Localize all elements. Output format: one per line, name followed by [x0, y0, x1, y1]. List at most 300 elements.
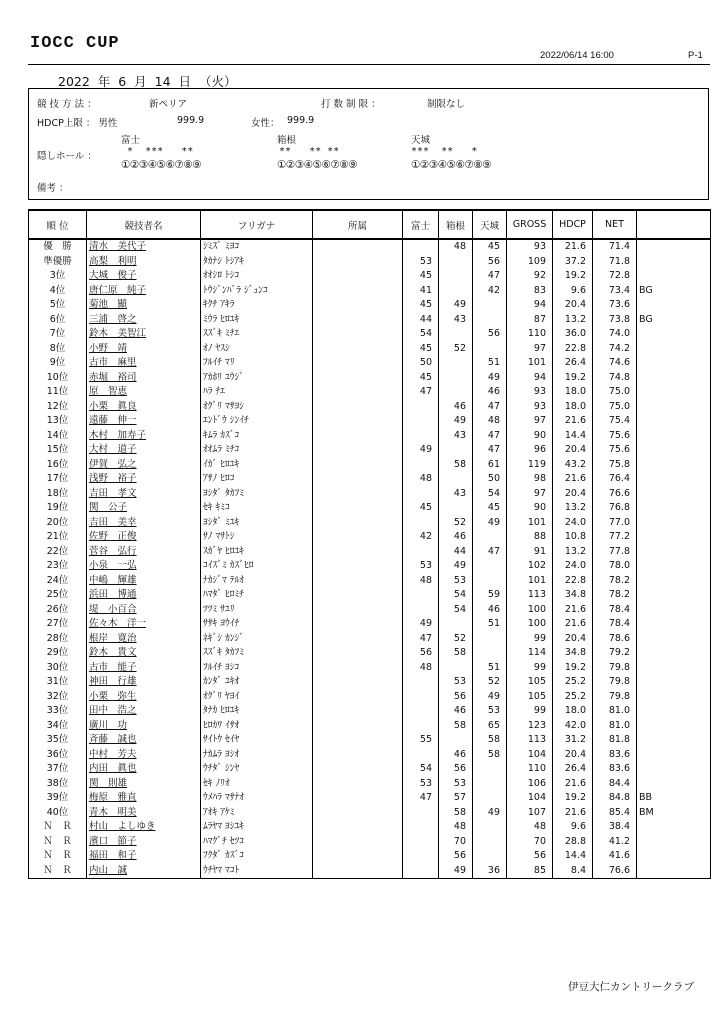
gross-cell: 91	[507, 545, 553, 560]
score-amagi-cell: 56	[473, 327, 507, 342]
net-cell: 84.4	[593, 777, 637, 792]
note-cell	[637, 704, 711, 719]
furigana-cell: ﾌﾙｲﾁ ﾖｼｺ	[201, 661, 313, 676]
gross-cell: 88	[507, 530, 553, 545]
hole-numbers-amagi: ①②③④⑤⑥⑦⑧⑨	[411, 159, 492, 171]
note-cell	[637, 472, 711, 487]
rank-cell: 37位	[29, 762, 87, 777]
score-fuji-cell	[403, 806, 439, 821]
score-fuji-cell: 48	[403, 661, 439, 676]
score-fuji-cell	[403, 429, 439, 444]
furigana-cell: ﾊﾏｸﾞﾁ ｾﾂｺ	[201, 835, 313, 850]
note-cell	[637, 443, 711, 458]
rank-cell: 21位	[29, 530, 87, 545]
furigana-cell: ﾐｳﾗ ﾋﾛﾕｷ	[201, 313, 313, 328]
rank-cell: 34位	[29, 719, 87, 734]
score-amagi-cell: 54	[473, 487, 507, 502]
score-hakone-cell	[439, 443, 473, 458]
hdcp-cell: 19.2	[553, 269, 593, 284]
score-hakone-cell: 58	[439, 646, 473, 661]
affiliation-cell	[313, 588, 403, 603]
table-row	[29, 675, 711, 690]
hdcp-cell: 13.2	[553, 545, 593, 560]
rank-cell: 8位	[29, 342, 87, 357]
note-cell	[637, 603, 711, 618]
net-cell: 77.0	[593, 516, 637, 531]
note-cell	[637, 400, 711, 415]
score-hakone-cell	[439, 617, 473, 632]
table-header-row	[29, 210, 711, 239]
score-fuji-cell	[403, 675, 439, 690]
note-cell	[637, 559, 711, 574]
hdcp-cell: 37.2	[553, 255, 593, 270]
table-row	[29, 414, 711, 429]
furigana-cell: ﾅｶｼﾞﾏ ﾃﾙｵ	[201, 574, 313, 589]
furigana-cell: ﾖｼﾀﾞ ﾀｶﾌﾐ	[201, 487, 313, 502]
score-amagi-cell: 46	[473, 385, 507, 400]
player-name-cell: 堤 小百合	[87, 603, 201, 618]
rank-cell: 準優勝	[29, 255, 87, 270]
score-hakone-cell: 43	[439, 429, 473, 444]
score-hakone-cell: 53	[439, 574, 473, 589]
player-name-cell: 小栗 眞良	[87, 400, 201, 415]
score-fuji-cell: 53	[403, 777, 439, 792]
course-name-amagi: 天城	[411, 135, 431, 146]
gross-cell: 109	[507, 255, 553, 270]
rank-cell: 6位	[29, 313, 87, 328]
note-cell	[637, 487, 711, 502]
table-row	[29, 820, 711, 835]
affiliation-cell	[313, 545, 403, 560]
affiliation-cell	[313, 530, 403, 545]
note-cell	[637, 661, 711, 676]
table-row	[29, 313, 711, 328]
event-date: 2022 年 6 月 14 日 （火）	[58, 74, 237, 89]
score-hakone-cell: 49	[439, 864, 473, 879]
score-hakone-cell	[439, 255, 473, 270]
rank-cell: 15位	[29, 443, 87, 458]
gross-cell: 114	[507, 646, 553, 661]
title-divider	[28, 64, 710, 65]
hdcp-cell: 34.8	[553, 588, 593, 603]
score-hakone-cell	[439, 472, 473, 487]
note-cell	[637, 675, 711, 690]
score-hakone-cell: 46	[439, 530, 473, 545]
gross-cell: 93	[507, 400, 553, 415]
score-hakone-cell	[439, 327, 473, 342]
score-amagi-cell: 49	[473, 371, 507, 386]
player-name-cell: 鈴木 貴文	[87, 646, 201, 661]
net-cell: 72.8	[593, 269, 637, 284]
score-fuji-cell	[403, 690, 439, 705]
score-hakone-cell	[439, 269, 473, 284]
hdcp-cell: 18.0	[553, 704, 593, 719]
score-amagi-cell: 36	[473, 864, 507, 879]
score-fuji-cell	[403, 516, 439, 531]
furigana-cell: ｴﾝﾄﾞｳ ｼﾝｲﾁ	[201, 414, 313, 429]
table-row	[29, 530, 711, 545]
note-cell	[637, 690, 711, 705]
player-name-cell: 田中 浩之	[87, 704, 201, 719]
score-amagi-cell	[473, 849, 507, 864]
hdcp-cell: 24.0	[553, 516, 593, 531]
gross-cell: 92	[507, 269, 553, 284]
note-cell	[637, 632, 711, 647]
affiliation-cell	[313, 690, 403, 705]
affiliation-cell	[313, 820, 403, 835]
score-fuji-cell: 47	[403, 385, 439, 400]
rank-cell: 5位	[29, 298, 87, 313]
note-cell	[637, 414, 711, 429]
player-name-cell: 古市 麻里	[87, 356, 201, 371]
hdcp-cell: 20.4	[553, 487, 593, 502]
hdcp-cell: 21.6	[553, 414, 593, 429]
hdcp-cell: 25.2	[553, 690, 593, 705]
note-cell	[637, 545, 711, 560]
note-cell: BB	[637, 791, 711, 806]
note-cell	[637, 646, 711, 661]
player-name-cell: 菅谷 弘行	[87, 545, 201, 560]
score-amagi-cell: 47	[473, 269, 507, 284]
score-amagi-cell: 53	[473, 704, 507, 719]
player-name-cell: 伊賀 弘之	[87, 458, 201, 473]
score-amagi-cell: 47	[473, 545, 507, 560]
net-cell: 76.6	[593, 864, 637, 879]
hdcp-cell: 42.0	[553, 719, 593, 734]
gross-cell: 70	[507, 835, 553, 850]
note-cell	[637, 530, 711, 545]
player-name-cell: 原 智恵	[87, 385, 201, 400]
net-cell: 76.8	[593, 501, 637, 516]
furigana-cell: ｷｸﾁ ｱｷﾗ	[201, 298, 313, 313]
hdcp-cell: 36.0	[553, 327, 593, 342]
player-name-cell: 古市 能子	[87, 661, 201, 676]
hdcp-cell: 26.4	[553, 356, 593, 371]
net-cell: 78.6	[593, 632, 637, 647]
affiliation-cell	[313, 603, 403, 618]
hdcp-cell: 20.4	[553, 632, 593, 647]
gross-cell: 96	[507, 443, 553, 458]
note-cell	[637, 298, 711, 313]
player-name-cell: 小栗 弥生	[87, 690, 201, 705]
score-fuji-cell: 42	[403, 530, 439, 545]
gross-cell: 83	[507, 284, 553, 299]
player-name-cell: 中嶋 輝雄	[87, 574, 201, 589]
net-cell: 85.4	[593, 806, 637, 821]
table-row	[29, 371, 711, 386]
player-name-cell: 福田 和子	[87, 849, 201, 864]
table-row	[29, 733, 711, 748]
gross-cell: 104	[507, 791, 553, 806]
rank-cell: 20位	[29, 516, 87, 531]
furigana-cell: ﾄｳｼﾞﾝﾊﾞﾗ ｼﾞｭﾝｺ	[201, 284, 313, 299]
score-hakone-cell: 53	[439, 777, 473, 792]
table-row	[29, 458, 711, 473]
player-name-cell: 濱口 節子	[87, 835, 201, 850]
score-fuji-cell	[403, 414, 439, 429]
table-row	[29, 298, 711, 313]
score-hakone-cell: 56	[439, 849, 473, 864]
score-fuji-cell: 53	[403, 559, 439, 574]
affiliation-cell	[313, 501, 403, 516]
method-value: 新ペリア	[149, 99, 188, 110]
note-cell	[637, 342, 711, 357]
player-name-cell: 木村 加寿子	[87, 429, 201, 444]
furigana-cell: ｻｲﾄｳ ｾｲﾔ	[201, 733, 313, 748]
score-hakone-cell: 44	[439, 545, 473, 560]
affiliation-cell	[313, 849, 403, 864]
hdcp-cell: 28.8	[553, 835, 593, 850]
score-hakone-cell	[439, 733, 473, 748]
net-cell: 41.6	[593, 849, 637, 864]
affiliation-cell	[313, 704, 403, 719]
hdcp-cell: 20.4	[553, 748, 593, 763]
header-affiliation: 所属	[313, 210, 403, 239]
furigana-cell: ﾀﾅｶ ﾋﾛﾕｷ	[201, 704, 313, 719]
player-name-cell: 村山 よしゆき	[87, 820, 201, 835]
note-cell	[637, 617, 711, 632]
course-name-hakone: 箱根	[277, 135, 297, 146]
print-datetime: 2022/06/14 16:00	[540, 50, 614, 61]
furigana-cell: ﾑﾗﾔﾏ ﾖｼﾕｷ	[201, 820, 313, 835]
hdcp-cell: 20.4	[553, 298, 593, 313]
net-cell: 78.4	[593, 617, 637, 632]
note-cell	[637, 835, 711, 850]
hdcp-cell: 18.0	[553, 385, 593, 400]
table-row	[29, 385, 711, 400]
hdcp-cell: 21.6	[553, 777, 593, 792]
net-cell: 75.0	[593, 400, 637, 415]
score-fuji-cell	[403, 820, 439, 835]
furigana-cell: ｻﾉ ﾏｻﾄｼ	[201, 530, 313, 545]
table-row	[29, 588, 711, 603]
score-fuji-cell: 44	[403, 313, 439, 328]
player-name-cell: 小泉 一弘	[87, 559, 201, 574]
furigana-cell: ﾂﾂﾐ ｻﾕﾘ	[201, 603, 313, 618]
note-cell	[637, 429, 711, 444]
note-cell	[637, 820, 711, 835]
table-row	[29, 516, 711, 531]
affiliation-cell	[313, 313, 403, 328]
affiliation-cell	[313, 762, 403, 777]
score-amagi-cell: 47	[473, 400, 507, 415]
hdcp-cell: 13.2	[553, 313, 593, 328]
player-name-cell: 赤堀 裕司	[87, 371, 201, 386]
score-fuji-cell	[403, 400, 439, 415]
table-row	[29, 487, 711, 502]
rank-cell: 40位	[29, 806, 87, 821]
note-cell	[637, 327, 711, 342]
net-cell: 84.8	[593, 791, 637, 806]
table-row	[29, 632, 711, 647]
note-cell: BG	[637, 284, 711, 299]
note-cell	[637, 458, 711, 473]
score-hakone-cell: 48	[439, 239, 473, 255]
furigana-cell: ｱｵｷ ｱｹﾐ	[201, 806, 313, 821]
player-name-cell: 内山 誠	[87, 864, 201, 879]
hdcp-cell: 21.6	[553, 617, 593, 632]
rank-cell: 18位	[29, 487, 87, 502]
stroke-limit-value: 制限なし	[427, 99, 466, 110]
table-row	[29, 559, 711, 574]
player-name-cell: 梅原 雅直	[87, 791, 201, 806]
note-cell	[637, 356, 711, 371]
net-cell: 73.6	[593, 298, 637, 313]
affiliation-cell	[313, 487, 403, 502]
gross-cell: 101	[507, 574, 553, 589]
player-name-cell: 浜田 博通	[87, 588, 201, 603]
table-row	[29, 239, 711, 255]
score-hakone-cell: 49	[439, 298, 473, 313]
player-name-cell: 関 則雄	[87, 777, 201, 792]
furigana-cell: ｱｻﾉ ﾋﾛｺ	[201, 472, 313, 487]
player-name-cell: 小野 靖	[87, 342, 201, 357]
note-cell: BM	[637, 806, 711, 821]
net-cell: 76.4	[593, 472, 637, 487]
header-rank: 順 位	[29, 210, 87, 239]
net-cell: 73.4	[593, 284, 637, 299]
score-amagi-cell: 50	[473, 472, 507, 487]
rank-cell: 31位	[29, 675, 87, 690]
score-amagi-cell: 52	[473, 675, 507, 690]
gross-cell: 98	[507, 472, 553, 487]
score-fuji-cell: 45	[403, 298, 439, 313]
score-fuji-cell: 54	[403, 327, 439, 342]
rank-cell: 35位	[29, 733, 87, 748]
furigana-cell: ﾋﾛｶﾜ ｲｻｵ	[201, 719, 313, 734]
competition-info-box	[28, 88, 709, 200]
score-amagi-cell	[473, 313, 507, 328]
header-amagi: 天城	[473, 210, 507, 239]
note-cell	[637, 516, 711, 531]
affiliation-cell	[313, 516, 403, 531]
net-cell: 75.0	[593, 385, 637, 400]
gross-cell: 56	[507, 849, 553, 864]
affiliation-cell	[313, 458, 403, 473]
hdcp-cell: 9.6	[553, 820, 593, 835]
note-cell	[637, 385, 711, 400]
net-cell: 77.2	[593, 530, 637, 545]
furigana-cell: ｷﾑﾗ ｶｽﾞｺ	[201, 429, 313, 444]
score-fuji-cell: 53	[403, 255, 439, 270]
score-amagi-cell: 49	[473, 690, 507, 705]
table-row	[29, 255, 711, 270]
score-fuji-cell	[403, 849, 439, 864]
score-fuji-cell: 54	[403, 762, 439, 777]
furigana-cell: ﾀｶﾅｼ ﾄｼｱｷ	[201, 255, 313, 270]
gross-cell: 105	[507, 690, 553, 705]
affiliation-cell	[313, 342, 403, 357]
net-cell: 83.6	[593, 762, 637, 777]
score-hakone-cell	[439, 284, 473, 299]
furigana-cell: ｶﾝﾀﾞ ﾕｷｵ	[201, 675, 313, 690]
score-hakone-cell: 56	[439, 690, 473, 705]
rank-cell: 22位	[29, 545, 87, 560]
note-cell	[637, 501, 711, 516]
player-name-cell: 菊池 顯	[87, 298, 201, 313]
affiliation-cell	[313, 777, 403, 792]
table-row	[29, 472, 711, 487]
affiliation-cell	[313, 284, 403, 299]
gross-cell: 123	[507, 719, 553, 734]
score-hakone-cell: 43	[439, 313, 473, 328]
net-cell: 79.8	[593, 661, 637, 676]
gross-cell: 99	[507, 632, 553, 647]
net-cell: 78.2	[593, 574, 637, 589]
report-title: IOCC CUP	[30, 34, 120, 53]
affiliation-cell	[313, 617, 403, 632]
net-cell: 78.2	[593, 588, 637, 603]
affiliation-cell	[313, 385, 403, 400]
hdcp-cell: 22.8	[553, 342, 593, 357]
note-cell	[637, 748, 711, 763]
table-row	[29, 719, 711, 734]
note-cell	[637, 255, 711, 270]
affiliation-cell	[313, 472, 403, 487]
player-name-cell: 吉田 美幸	[87, 516, 201, 531]
gross-cell: 100	[507, 603, 553, 618]
table-row	[29, 443, 711, 458]
hdcp-cell: 19.2	[553, 661, 593, 676]
hidden-holes-marks-hakone: ** ** **	[279, 146, 340, 157]
player-name-cell: 吉田 孝文	[87, 487, 201, 502]
affiliation-cell	[313, 443, 403, 458]
hdcp-cell: 18.0	[553, 400, 593, 415]
score-fuji-cell: 48	[403, 574, 439, 589]
results-table	[28, 209, 711, 879]
hdcp-cell: 14.4	[553, 849, 593, 864]
gross-cell: 107	[507, 806, 553, 821]
score-fuji-cell	[403, 545, 439, 560]
affiliation-cell	[313, 255, 403, 270]
score-hakone-cell: 52	[439, 342, 473, 357]
net-cell: 79.2	[593, 646, 637, 661]
score-amagi-cell: 47	[473, 443, 507, 458]
rank-cell: Ｎ Ｒ	[29, 864, 87, 879]
rank-cell: Ｎ Ｒ	[29, 835, 87, 850]
hdcp-cell: 9.6	[553, 284, 593, 299]
net-cell: 73.8	[593, 313, 637, 328]
rank-cell: 9位	[29, 356, 87, 371]
furigana-cell: ﾊﾏﾀﾞ ﾋﾛﾐﾁ	[201, 588, 313, 603]
score-fuji-cell: 47	[403, 791, 439, 806]
gross-cell: 110	[507, 762, 553, 777]
net-cell: 76.6	[593, 487, 637, 502]
furigana-cell: ｵﾉ ﾔｽｼ	[201, 342, 313, 357]
furigana-cell: ｵｵﾑﾗ ﾐﾁｺ	[201, 443, 313, 458]
affiliation-cell	[313, 574, 403, 589]
note-cell	[637, 239, 711, 255]
score-amagi-cell: 56	[473, 255, 507, 270]
score-amagi-cell	[473, 530, 507, 545]
rank-cell: 38位	[29, 777, 87, 792]
player-name-cell: 鈴木 美智江	[87, 327, 201, 342]
table-row	[29, 835, 711, 850]
score-hakone-cell	[439, 371, 473, 386]
score-hakone-cell: 43	[439, 487, 473, 502]
score-hakone-cell: 48	[439, 820, 473, 835]
player-name-cell: 内田 眞也	[87, 762, 201, 777]
hdcp-cell: 19.2	[553, 371, 593, 386]
table-row	[29, 849, 711, 864]
score-amagi-cell	[473, 342, 507, 357]
net-cell: 38.4	[593, 820, 637, 835]
score-hakone-cell	[439, 661, 473, 676]
score-fuji-cell: 55	[403, 733, 439, 748]
player-name-cell: 廣川 功	[87, 719, 201, 734]
affiliation-cell	[313, 835, 403, 850]
header-hdcp: HDCP	[553, 210, 593, 239]
